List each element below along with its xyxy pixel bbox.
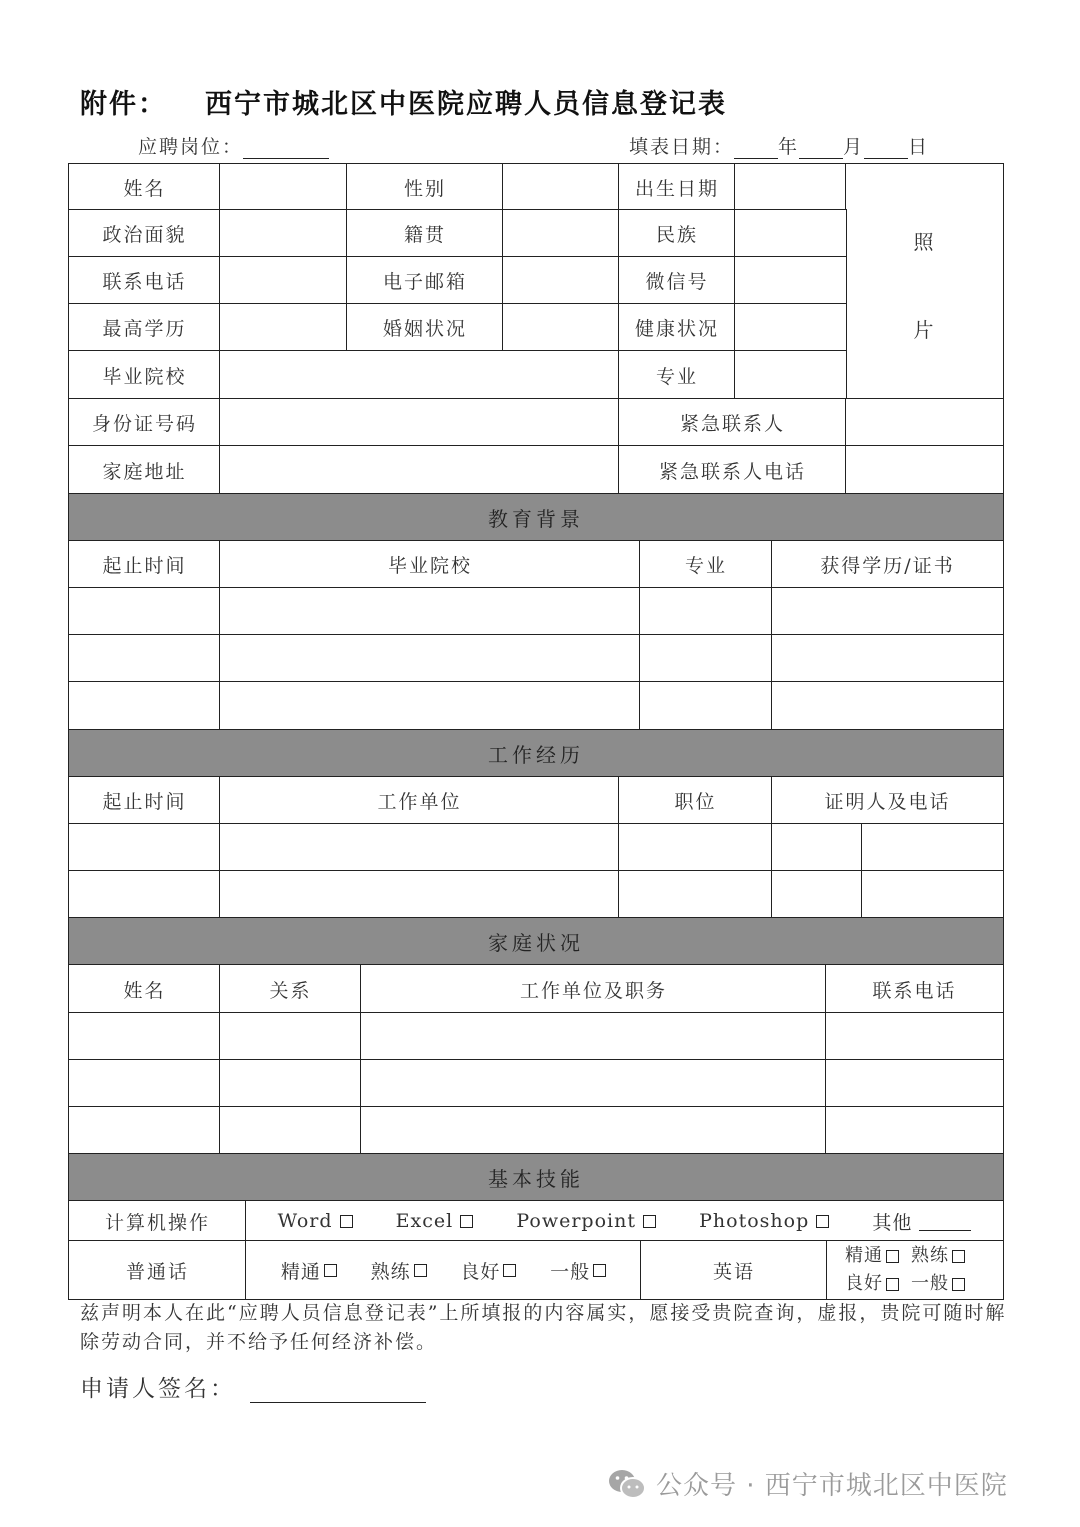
label-school: 毕业院校 — [68, 350, 221, 400]
option-other-label: 其他 — [872, 1211, 913, 1234]
family-cell[interactable] — [360, 1059, 827, 1108]
option-excel-label: Excel — [395, 1210, 454, 1232]
work-cell[interactable] — [861, 823, 1004, 872]
label-political: 政治面貌 — [68, 209, 221, 258]
edu-cell[interactable] — [771, 587, 1004, 636]
year-label: 年 — [778, 136, 800, 158]
photo-box[interactable] — [845, 163, 1004, 400]
input-health[interactable] — [734, 303, 847, 352]
checkbox[interactable] — [340, 1215, 353, 1228]
label-mandarin: 普通话 — [68, 1240, 247, 1300]
work-cell[interactable] — [68, 823, 221, 872]
position-field[interactable] — [243, 138, 329, 159]
photo-label-1: 照 — [913, 230, 936, 254]
registration-form — [68, 163, 1004, 1300]
work-cell[interactable] — [219, 870, 620, 919]
english-levels — [826, 1240, 1004, 1300]
position-row — [138, 132, 329, 159]
edu-cell[interactable] — [68, 681, 221, 731]
label-gender: 性别 — [346, 163, 504, 211]
english-level[interactable] — [911, 1270, 965, 1298]
section-family: 家庭状况 — [68, 917, 1004, 966]
edu-cell[interactable] — [771, 681, 1004, 731]
declaration-text: 兹声明本人在此“应聘人员信息登记表”上所填报的内容属实，愿接受贵院查询，虚报，贵院可随时解除劳动合同，并不给予任何经济补偿。 — [80, 1302, 1007, 1353]
computer-options — [245, 1200, 1004, 1242]
level-label: 一般 — [550, 1260, 591, 1283]
checkbox[interactable] — [952, 1278, 965, 1291]
label-birth: 出生日期 — [618, 163, 736, 211]
checkbox[interactable] — [952, 1250, 965, 1263]
edu-cell[interactable] — [219, 587, 641, 636]
family-cell[interactable] — [219, 1106, 362, 1155]
input-address[interactable] — [219, 445, 620, 495]
form-title: 西宁市城北区中医院应聘人员信息登记表 — [205, 89, 727, 120]
label-wechat: 微信号 — [618, 256, 736, 305]
label-english: 英语 — [640, 1240, 828, 1300]
input-emergency-phone[interactable] — [845, 445, 1004, 495]
day-field[interactable] — [864, 138, 908, 159]
edu-cell[interactable] — [219, 634, 641, 683]
page-title — [80, 82, 727, 121]
checkbox[interactable] — [643, 1215, 656, 1228]
label-address: 家庭地址 — [68, 445, 221, 495]
input-political[interactable] — [219, 209, 348, 258]
option-word[interactable] — [278, 1210, 353, 1232]
section-education: 教育背景 — [68, 493, 1004, 542]
work-header-company: 工作单位 — [219, 776, 620, 825]
edu-header-degree: 获得学历/证书 — [771, 540, 1004, 589]
input-idcard[interactable] — [219, 398, 620, 447]
option-photoshop-label: Photoshop — [699, 1210, 810, 1232]
input-gender[interactable] — [502, 163, 620, 211]
input-phone[interactable] — [219, 256, 348, 305]
checkbox[interactable] — [324, 1264, 337, 1277]
work-cell[interactable] — [861, 870, 1004, 919]
edu-cell[interactable] — [639, 587, 773, 636]
level-label: 精通 — [280, 1260, 321, 1283]
work-cell[interactable] — [771, 870, 863, 919]
section-work: 工作经历 — [68, 729, 1004, 778]
english-level[interactable] — [911, 1242, 965, 1270]
date-row — [629, 132, 929, 159]
other-field[interactable] — [919, 1212, 971, 1231]
label-computer: 计算机操作 — [68, 1200, 247, 1242]
work-header-reference: 证明人及电话 — [771, 776, 1004, 825]
signature-label: 申请人签名： — [80, 1376, 236, 1402]
edu-cell[interactable] — [639, 634, 773, 683]
family-header-name: 姓名 — [68, 964, 221, 1014]
month-label: 月 — [843, 136, 865, 158]
mandarin-level[interactable] — [550, 1257, 606, 1284]
work-cell[interactable] — [618, 823, 773, 872]
label-idcard: 身份证号码 — [68, 398, 221, 447]
label-email: 电子邮箱 — [346, 256, 504, 305]
family-cell[interactable] — [360, 1106, 827, 1155]
work-cell[interactable] — [219, 823, 620, 872]
label-degree: 最高学历 — [68, 303, 221, 352]
level-label: 熟练 — [911, 1245, 949, 1266]
option-other[interactable] — [872, 1208, 971, 1235]
position-label: 应聘岗位： — [138, 136, 244, 158]
level-label: 熟练 — [370, 1260, 411, 1283]
family-header-company: 工作单位及职务 — [360, 964, 827, 1014]
checkbox[interactable] — [593, 1264, 606, 1277]
level-label: 良好 — [845, 1273, 883, 1294]
label-major: 专业 — [618, 350, 736, 400]
family-cell[interactable] — [219, 1012, 362, 1061]
family-cell[interactable] — [68, 1059, 221, 1108]
family-cell[interactable] — [825, 1059, 1004, 1108]
english-level[interactable] — [845, 1242, 899, 1270]
checkbox[interactable] — [414, 1264, 427, 1277]
family-header-relation: 关系 — [219, 964, 362, 1014]
input-major[interactable] — [734, 350, 847, 400]
option-excel[interactable] — [396, 1210, 474, 1232]
family-cell[interactable] — [825, 1106, 1004, 1155]
edu-cell[interactable] — [639, 681, 773, 731]
input-wechat[interactable] — [734, 256, 847, 305]
input-birth[interactable] — [734, 163, 847, 211]
english-level[interactable] — [845, 1270, 899, 1298]
family-cell[interactable] — [825, 1012, 1004, 1061]
label-health: 健康状况 — [618, 303, 736, 352]
mandarin-level[interactable] — [460, 1257, 516, 1284]
edu-cell[interactable] — [219, 681, 641, 731]
label-native: 籍贯 — [346, 209, 504, 258]
label-phone: 联系电话 — [68, 256, 221, 305]
level-label: 精通 — [845, 1245, 883, 1266]
family-cell[interactable] — [360, 1012, 827, 1061]
wechat-icon — [608, 1468, 646, 1500]
option-photoshop[interactable] — [699, 1210, 829, 1232]
family-cell[interactable] — [68, 1012, 221, 1061]
family-cell[interactable] — [68, 1106, 221, 1155]
input-ethnic[interactable] — [734, 209, 847, 258]
mandarin-levels — [245, 1240, 642, 1300]
section-skills: 基本技能 — [68, 1153, 1004, 1202]
input-email[interactable] — [502, 256, 620, 305]
edu-cell[interactable] — [771, 634, 1004, 683]
signature-field[interactable] — [250, 1376, 426, 1403]
edu-cell[interactable] — [68, 587, 221, 636]
family-header-phone: 联系电话 — [825, 964, 1004, 1014]
checkbox[interactable] — [460, 1215, 473, 1228]
label-emergency: 紧急联系人 — [618, 398, 847, 447]
input-school[interactable] — [219, 350, 620, 400]
input-name[interactable] — [219, 163, 348, 211]
level-label: 良好 — [460, 1260, 501, 1283]
input-degree[interactable] — [219, 303, 348, 352]
date-label: 填表日期： — [629, 136, 735, 158]
option-word-label: Word — [277, 1210, 333, 1232]
mandarin-level[interactable] — [371, 1257, 427, 1284]
work-cell[interactable] — [618, 870, 773, 919]
family-cell[interactable] — [219, 1059, 362, 1108]
label-emergency-phone: 紧急联系人电话 — [618, 445, 847, 495]
checkbox[interactable] — [886, 1250, 899, 1263]
label-ethnic: 民族 — [618, 209, 736, 258]
option-powerpoint-label: Powerpoint — [516, 1210, 636, 1232]
work-cell[interactable] — [771, 823, 863, 872]
option-powerpoint[interactable] — [516, 1210, 656, 1232]
checkbox[interactable] — [503, 1264, 516, 1277]
mandarin-level[interactable] — [281, 1257, 337, 1284]
watermark — [608, 1465, 1008, 1502]
input-emergency[interactable] — [845, 398, 1004, 447]
watermark-text: 公众号 · 西宁市城北区中医院 — [656, 1471, 1008, 1501]
signature-row — [80, 1370, 426, 1403]
month-field[interactable] — [799, 138, 843, 159]
attachment-prefix: 附件： — [80, 89, 167, 120]
work-cell[interactable] — [68, 870, 221, 919]
edu-header-period: 起止时间 — [68, 540, 221, 589]
input-native[interactable] — [502, 209, 620, 258]
day-label: 日 — [908, 136, 930, 158]
label-name: 姓名 — [68, 163, 221, 211]
edu-header-school: 毕业院校 — [219, 540, 641, 589]
work-header-period: 起止时间 — [68, 776, 221, 825]
checkbox[interactable] — [816, 1215, 829, 1228]
label-marital: 婚姻状况 — [346, 303, 504, 352]
year-field[interactable] — [734, 138, 778, 159]
photo-label-2: 片 — [913, 318, 936, 342]
edu-header-major: 专业 — [639, 540, 773, 589]
edu-cell[interactable] — [68, 634, 221, 683]
checkbox[interactable] — [886, 1278, 899, 1291]
input-marital[interactable] — [502, 303, 620, 352]
level-label: 一般 — [911, 1273, 949, 1294]
work-header-position: 职位 — [618, 776, 773, 825]
